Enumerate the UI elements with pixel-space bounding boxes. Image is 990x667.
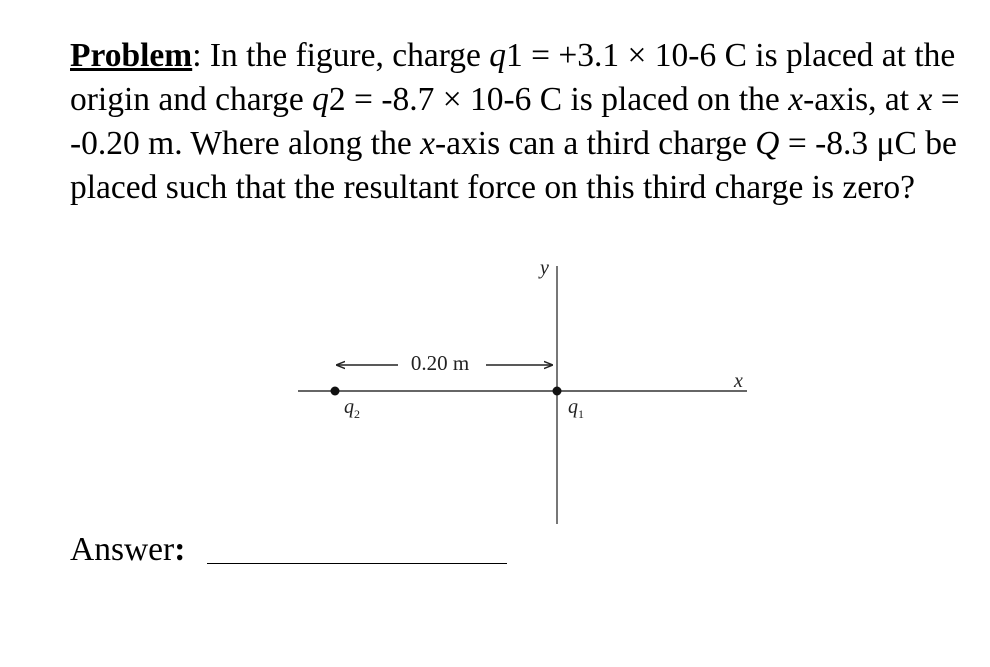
q1-symbol: q xyxy=(489,37,506,74)
q1-label: q xyxy=(568,396,578,418)
problem-text-7: = -8.3 μC be placed such that the resultant force on this third charge is zero? xyxy=(70,125,957,206)
Q-symbol: Q xyxy=(755,125,780,162)
q2-symbol: q xyxy=(312,81,329,118)
answer-colon: : xyxy=(174,531,186,568)
problem-text-5: = -0.20 m. Where along the xyxy=(70,81,960,162)
problem-text-2: 1 = +3.1 × 10-6 C is placed at the origin and charge xyxy=(70,37,956,118)
problem-text-4: -axis, at xyxy=(803,81,918,118)
answer-blank-line[interactable] xyxy=(207,533,507,564)
problem-text-1: : In the figure, charge xyxy=(192,37,490,74)
x-symbol: x xyxy=(917,81,933,118)
problem-lead: Problem xyxy=(70,37,193,74)
y-axis-label: y xyxy=(540,257,549,279)
answer-label: Answer xyxy=(70,531,175,568)
q2-subscript: 2 xyxy=(354,407,360,421)
problem-text-3: 2 = -8.7 × 10-6 C is placed on the xyxy=(328,81,789,118)
x-symbol: x xyxy=(420,125,435,162)
charge-q1-dot xyxy=(553,387,562,396)
charge-q2-dot xyxy=(331,387,340,396)
x-symbol: x xyxy=(788,81,804,118)
distance-label: 0.20 m xyxy=(410,351,470,375)
x-axis-label: x xyxy=(734,370,743,392)
q2-label: q xyxy=(344,396,354,418)
q1-subscript: 1 xyxy=(578,407,584,421)
answer-row xyxy=(70,528,507,572)
problem-text-6: -axis can a third charge xyxy=(434,125,756,162)
